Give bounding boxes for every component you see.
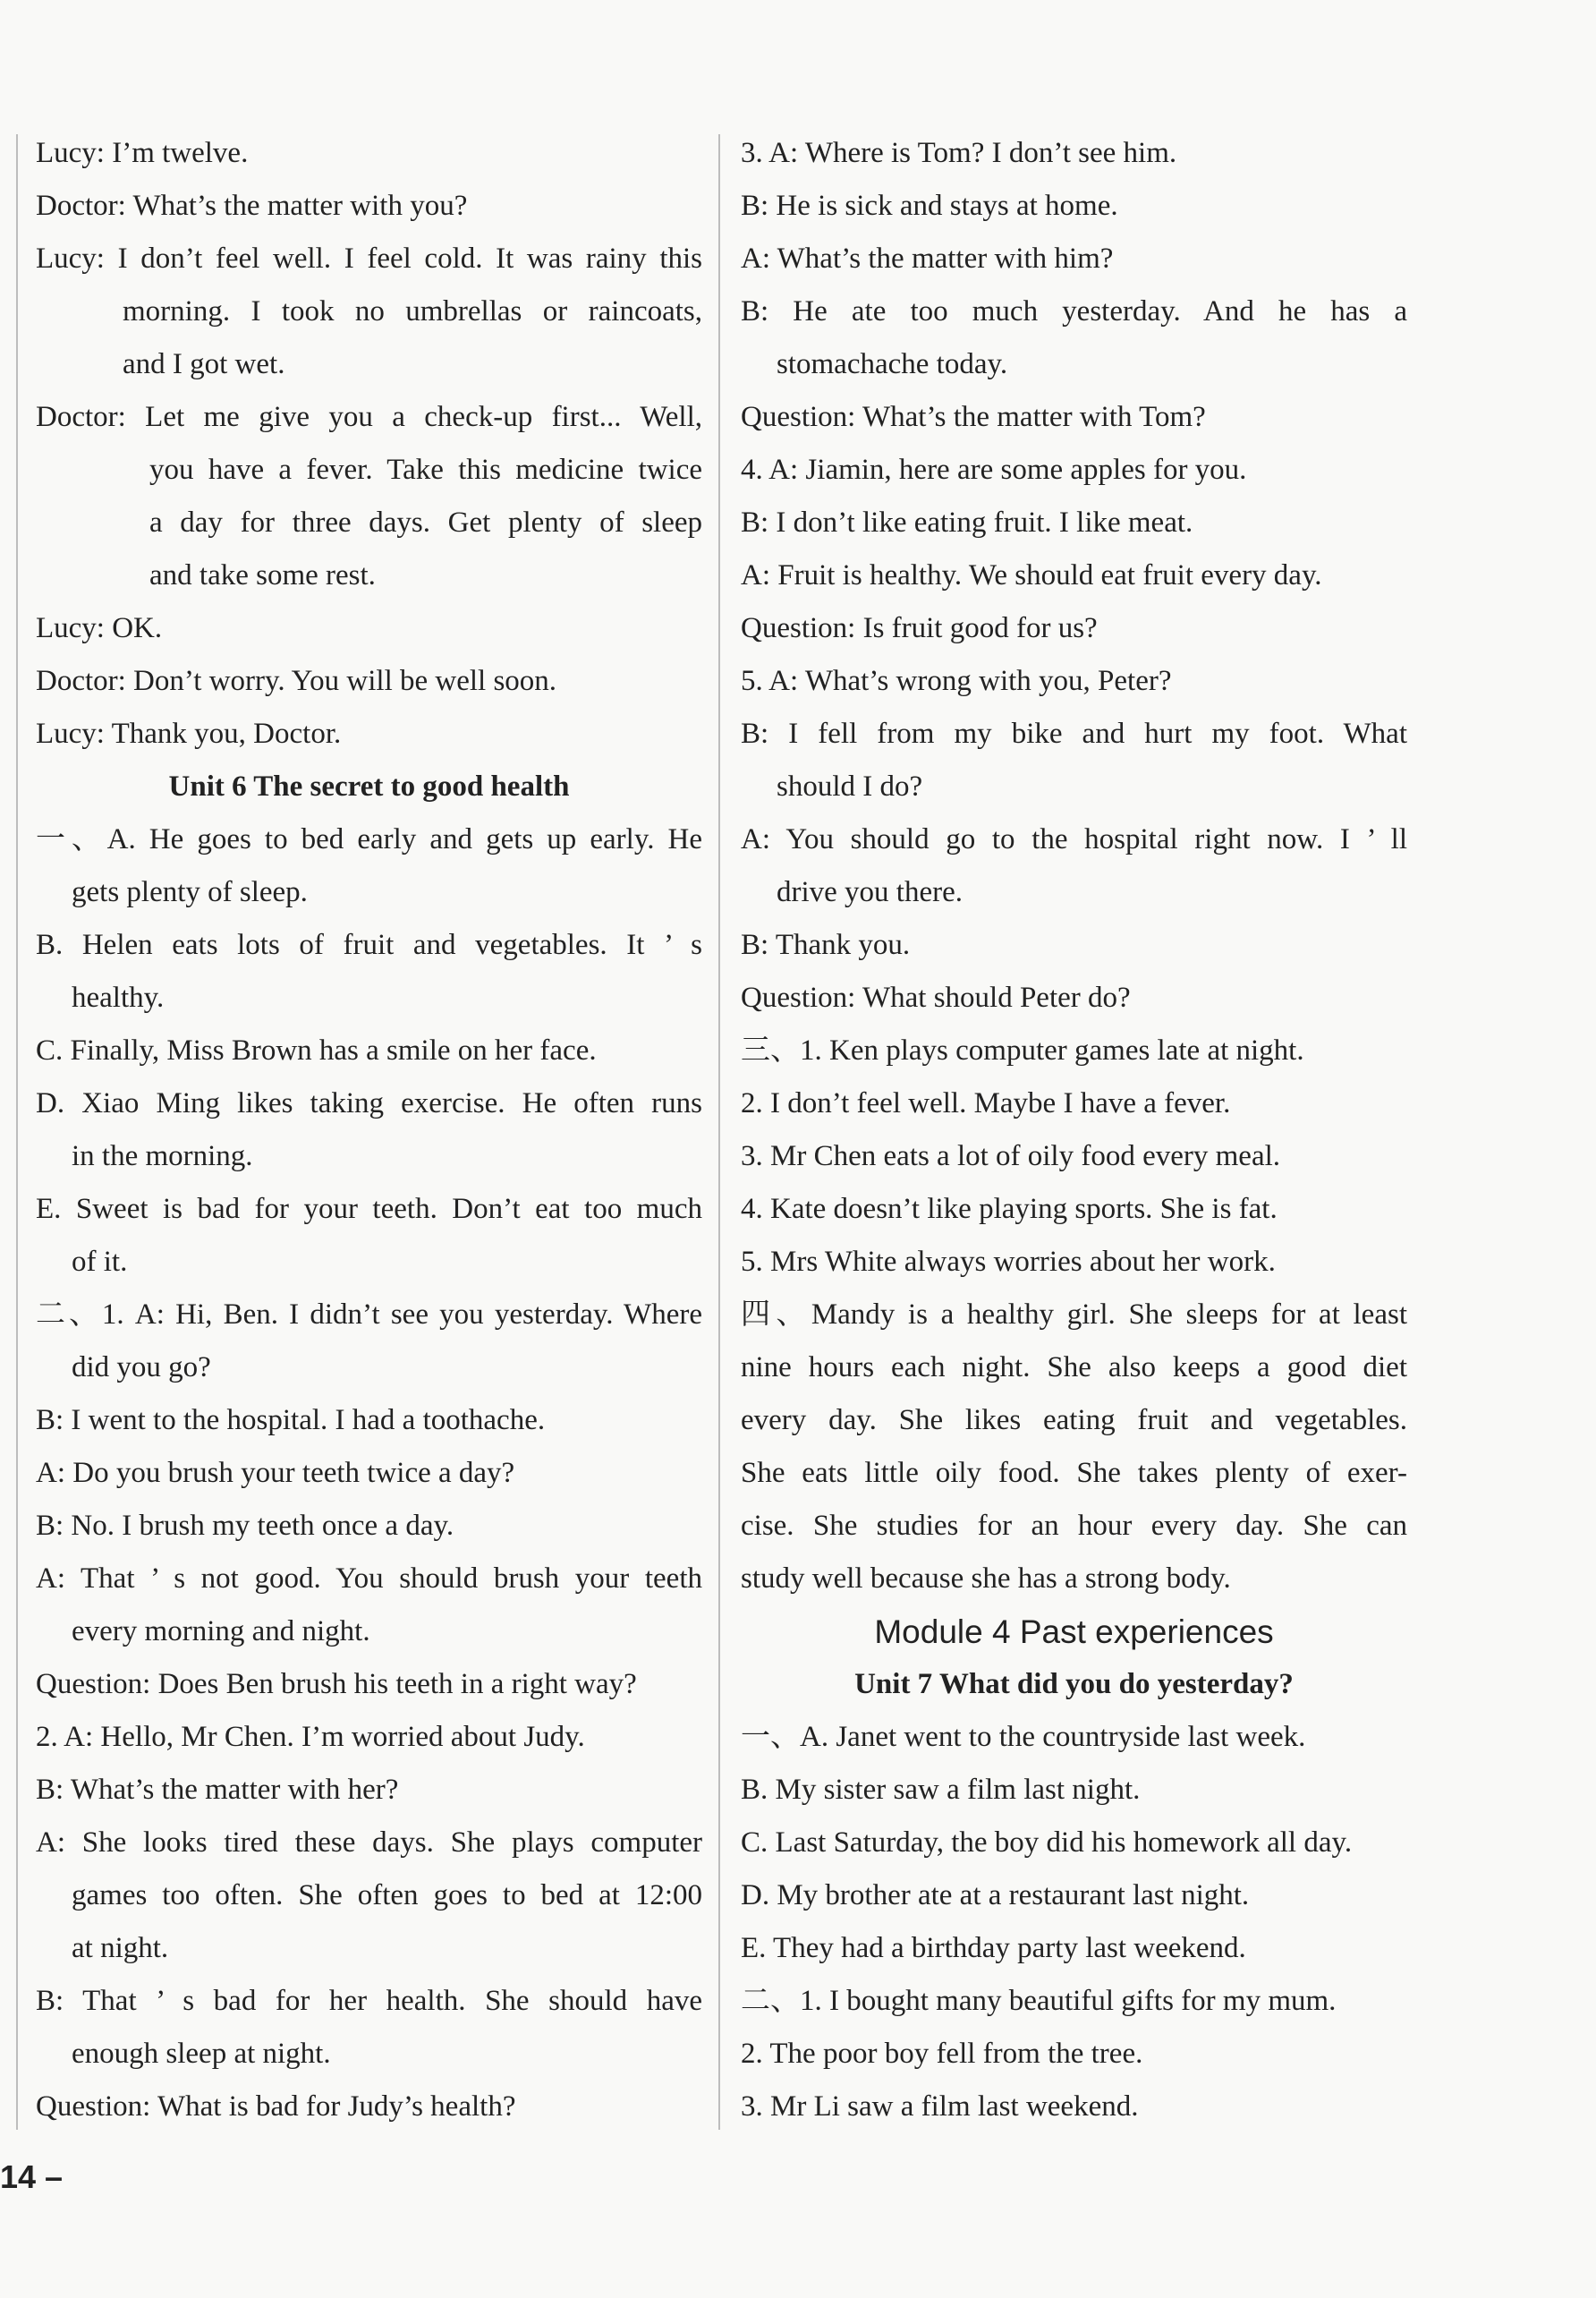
text-line: 三、1. Ken plays computer games late at night. [741, 1034, 1304, 1067]
text-line: in the morning. [72, 1140, 253, 1172]
text-line: 3. A: Where is Tom? I don’t see him. [741, 137, 1177, 169]
text-line: B: Thank you. [741, 929, 911, 961]
text-line: D. My brother ate at a restaurant last night. [741, 1879, 1250, 1911]
text-line: B. My sister saw a film last night. [741, 1774, 1141, 1806]
text-line: B. Helen eats lots of fruit and vegetables. It ’ s [36, 929, 702, 961]
text-line: 2. A: Hello, Mr Chen. I’m worried about Judy. [36, 1721, 585, 1753]
text-line: drive you there. [777, 876, 964, 908]
text-line: C. Finally, Miss Brown has a smile on her face. [36, 1034, 597, 1067]
text-line: Question: What is bad for Judy’s health? [36, 2090, 516, 2123]
text-line: every day. She likes eating fruit and vegetables. [741, 1404, 1407, 1436]
text-line: 4. A: Jiamin, here are some apples for you. [741, 454, 1247, 486]
text-line: 2. I don’t feel well. Maybe I have a fever. [741, 1087, 1231, 1119]
text-line: 二、1. I bought many beautiful gifts for my mum. [741, 1985, 1337, 2017]
text-line: cise. She studies for an hour every day. She can [741, 1510, 1407, 1542]
text-line: 二、1. A: Hi, Ben. I didn’t see you yesterday. Where [36, 1298, 702, 1331]
text-line: A: You should go to the hospital right now. I ’ ll [741, 823, 1407, 855]
text-line: of it. [72, 1246, 128, 1278]
text-line: B: I fell from my bike and hurt my foot. What [741, 718, 1407, 750]
text-line: Lucy: OK. [36, 612, 163, 644]
text-line: Question: Is fruit good for us? [741, 612, 1098, 644]
text-line: B: What’s the matter with her? [36, 1774, 399, 1806]
text-line: B: I went to the hospital. I had a toothache. [36, 1404, 546, 1436]
text-line: enough sleep at night. [72, 2038, 331, 2070]
text-line: A: She looks tired these days. She plays computer [36, 1826, 702, 1859]
text-line: 一、A. Janet went to the countryside last week. [741, 1721, 1306, 1753]
unit-heading: Unit 7 What did you do yesterday? [854, 1668, 1294, 1700]
page-number: 14 – [0, 2158, 64, 2195]
text-line: Question: What’s the matter with Tom? [741, 401, 1206, 433]
text-line: E. They had a birthday party last weekend. [741, 1932, 1246, 1964]
text-line: stomachache today. [777, 348, 1008, 380]
left-column [36, 127, 702, 2133]
text-line: study well because she has a strong body. [741, 1562, 1231, 1595]
text-line: Doctor: What’s the matter with you? [36, 190, 468, 222]
text-line: 一、A. He goes to bed early and gets up early. He [36, 823, 702, 855]
text-line: 3. Mr Chen eats a lot of oily food every meal. [741, 1140, 1281, 1172]
text-line: D. Xiao Ming likes taking exercise. He often runs [36, 1087, 702, 1119]
text-line: B: He ate too much yesterday. And he has a [741, 295, 1407, 328]
text-line: you have a fever. Take this medicine twice [149, 454, 702, 486]
text-line: A: Do you brush your teeth twice a day? [36, 1457, 515, 1489]
text-line: B: That ’ s bad for her health. She should have [36, 1985, 702, 2017]
text-line: should I do? [777, 770, 923, 803]
text-line: games too often. She often goes to bed at 12:00 [72, 1879, 702, 1911]
text-line: every morning and night. [72, 1615, 370, 1647]
text-line: Lucy: I’m twelve. [36, 137, 249, 169]
left-margin-rule [16, 134, 18, 2130]
text-line: E. Sweet is bad for your teeth. Don’t eat too much [36, 1193, 702, 1225]
text-line: nine hours each night. She also keeps a good diet [741, 1351, 1407, 1383]
text-line: at night. [72, 1932, 169, 1964]
text-line: B: He is sick and stays at home. [741, 190, 1118, 222]
text-line: and I got wet. [123, 348, 285, 380]
text-line: B: I don’t like eating fruit. I like meat. [741, 506, 1193, 539]
text-line: morning. I took no umbrellas or raincoats, [123, 295, 702, 328]
unit-heading: Unit 6 The secret to good health [168, 770, 570, 803]
text-line: Doctor: Let me give you a check-up first... Well, [36, 401, 702, 433]
text-line: A: Fruit is healthy. We should eat fruit every day. [741, 559, 1322, 592]
text-line: C. Last Saturday, the boy did his homework all day. [741, 1826, 1353, 1859]
text-line: healthy. [72, 982, 165, 1014]
text-line: Lucy: Thank you, Doctor. [36, 718, 342, 750]
text-line: a day for three days. Get plenty of sleep [149, 506, 702, 539]
module-heading: Module 4 Past experiences [874, 1613, 1274, 1650]
text-line: Question: What should Peter do? [741, 982, 1131, 1014]
right-column [741, 127, 1407, 2133]
text-line: 2. The poor boy fell from the tree. [741, 2038, 1143, 2070]
text-line: 3. Mr Li saw a film last weekend. [741, 2090, 1139, 2123]
text-line: Lucy: I don’t feel well. I feel cold. It was rainy this [36, 243, 702, 275]
text-line: gets plenty of sleep. [72, 876, 308, 908]
text-line: 5. A: What’s wrong with you, Peter? [741, 665, 1172, 697]
text-line: She eats little oily food. She takes plenty of exer- [741, 1457, 1407, 1489]
text-line: A: That ’ s not good. You should brush your teeth [36, 1562, 702, 1595]
column-divider [718, 134, 720, 2130]
text-line: did you go? [72, 1351, 211, 1383]
text-line: B: No. I brush my teeth once a day. [36, 1510, 454, 1542]
text-line: Doctor: Don’t worry. You will be well soon. [36, 665, 557, 697]
text-line: 5. Mrs White always worries about her work. [741, 1246, 1276, 1278]
text-line: Question: Does Ben brush his teeth in a right way? [36, 1668, 637, 1700]
text-line: A: What’s the matter with him? [741, 243, 1114, 275]
text-line: 四、Mandy is a healthy girl. She sleeps for at least [741, 1298, 1407, 1331]
text-line: 4. Kate doesn’t like playing sports. She is fat. [741, 1193, 1278, 1225]
text-line: and take some rest. [149, 559, 376, 592]
